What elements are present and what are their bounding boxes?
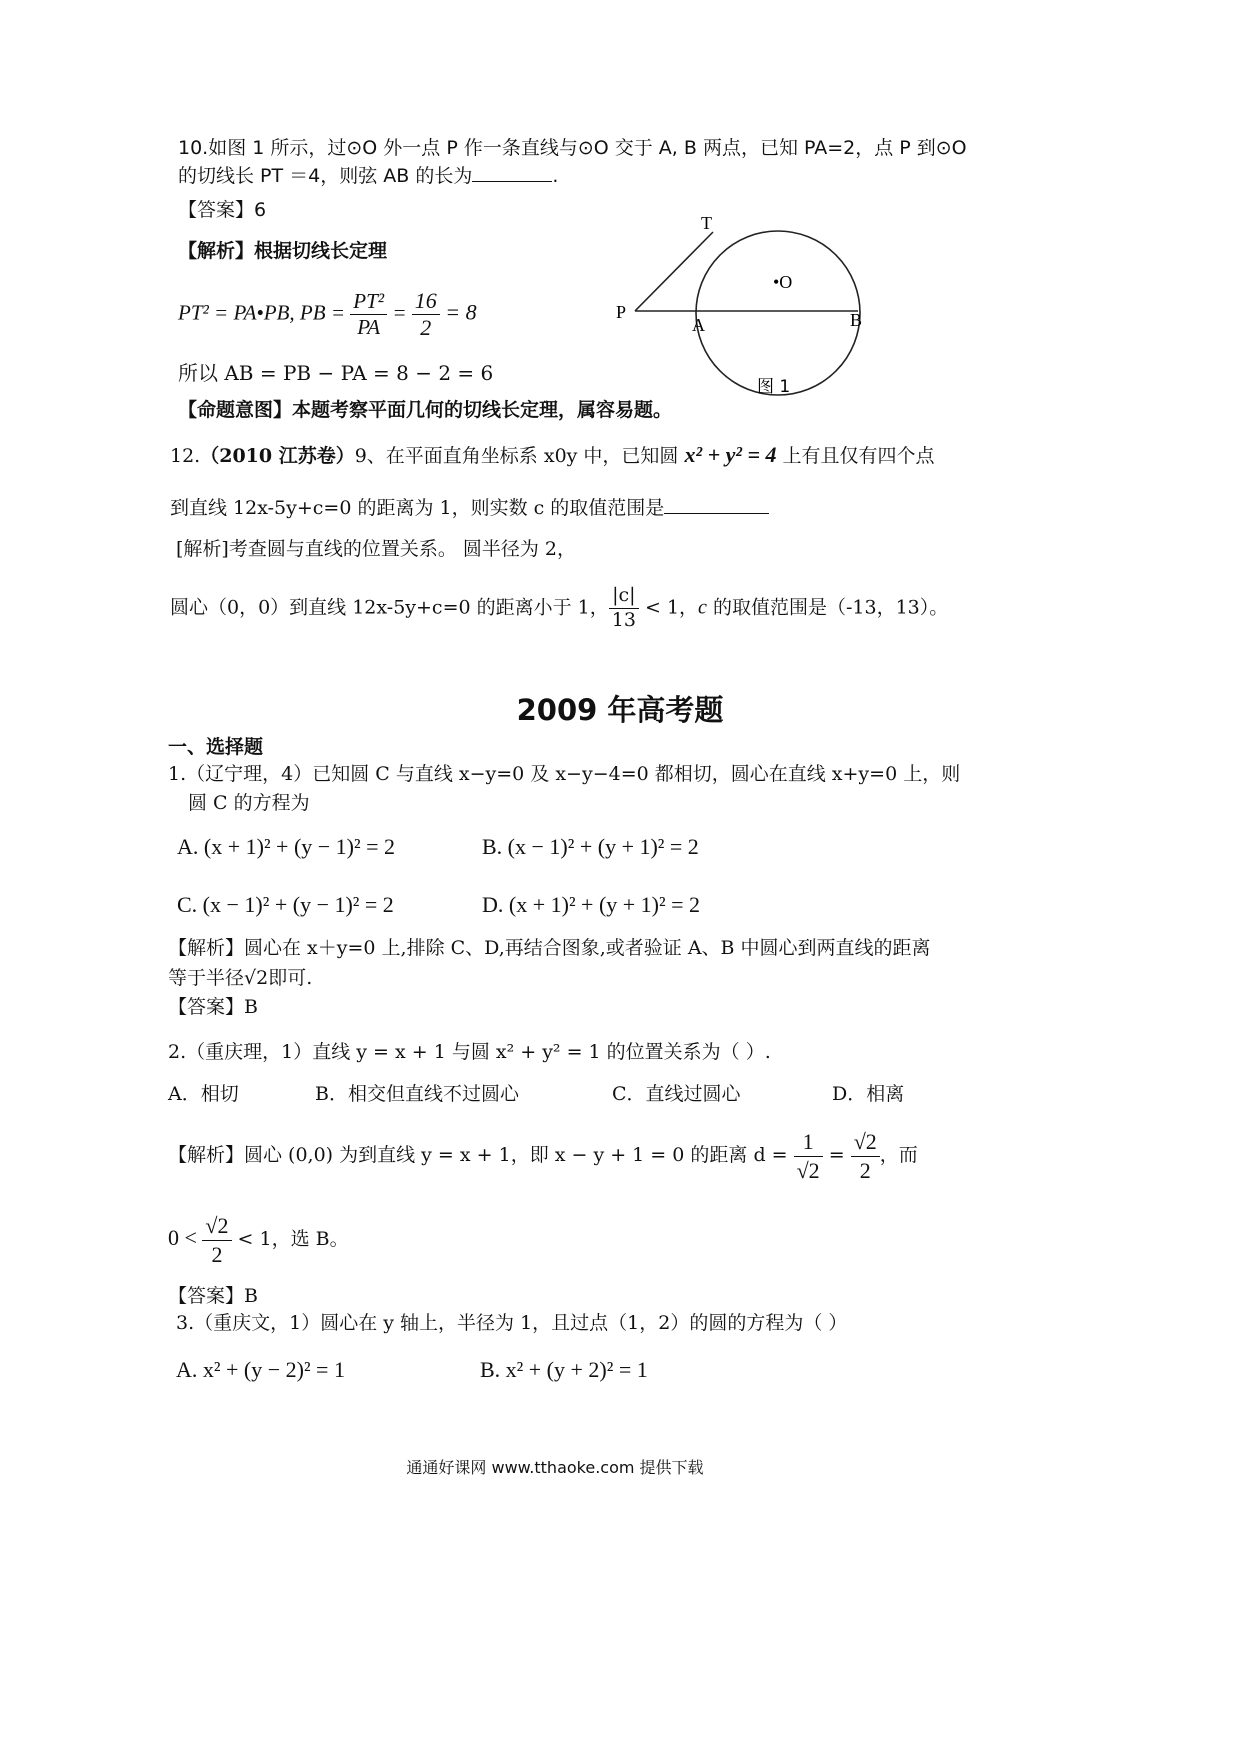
q12-prefix: 12.: [170, 445, 201, 467]
p2-line3-a: 0 <: [168, 1225, 203, 1250]
tangent-line: [635, 232, 713, 311]
p2-fraction-a: [794, 1128, 823, 1184]
figure-caption: 图 1: [757, 377, 791, 397]
p3-line1: 3.（重庆文，1）圆心在 y 轴上，半径为 1，且过点（1，2）的圆的方程为（ ）: [176, 1312, 848, 1334]
p2-option-b: B．相交但直线不过圆心: [315, 1083, 519, 1105]
q12-frac-den: 13: [611, 608, 636, 631]
answer-blank: [472, 163, 552, 182]
q12-line4-a: 圆心（0，0）到直线 12x-5y+c=0 的距离小于 1，: [170, 596, 609, 619]
formula1-start: PT² = PA•PB, PB =: [178, 300, 351, 325]
p3-option-b: B. x² + (y + 2)² = 1: [480, 1357, 648, 1382]
p1-analysis-line1: 【解析】圆心在 x＋y=0 上,排除 C、D,再结合图象,或者验证 A、B 中圆心到两直线的距离: [168, 937, 931, 959]
q12-line2: [170, 495, 769, 521]
q12-text: 9、在平面直角坐标系 x0y 中，已知圆: [354, 445, 685, 467]
q12-line1: [170, 441, 935, 469]
p1-option-b: B. (x − 1)² + (y + 1)² = 2: [482, 834, 699, 859]
formula1-end: = 8: [439, 299, 477, 325]
q10-line1: 10.如图 1 所示，过⊙O 外一点 P 作一条直线与⊙O 交于 A, B 两点，已知 PA=2，点 P 到⊙O: [178, 137, 967, 159]
label-b: B: [850, 310, 863, 330]
p1-analysis-line2: 等于半径√2即可.: [168, 967, 313, 989]
p2-frac2-num: √2: [851, 1128, 880, 1157]
p2-frac2-den: 2: [859, 1157, 871, 1183]
p2-option-d: D．相离: [832, 1083, 905, 1105]
p2-frac1-den: √2: [796, 1157, 820, 1183]
q12-line3: [解析]考查圆与直线的位置关系。 圆半径为 2，: [176, 538, 576, 560]
label-o: •O: [773, 272, 793, 292]
p2-frac3-num: √2: [202, 1212, 231, 1241]
formula1-frac1-num: PT²: [350, 289, 387, 315]
q12-line4-b: < 1，: [638, 596, 699, 619]
p2-line3: [168, 1212, 349, 1268]
q12-line4: [170, 584, 948, 633]
p2-analysis-a: 【解析】圆心 (0,0) 为到直线 y = x + 1，即 x − y + 1 = 0 的距离 d =: [168, 1144, 794, 1166]
p1-option-c: C. (x − 1)² + (y − 1)² = 2: [177, 892, 394, 917]
formula1-mid: =: [387, 300, 412, 325]
q10-line2-text: 的切线长 PT ＝4，则弦 AB 的长为: [178, 165, 473, 187]
section-subtitle: 一、选择题: [168, 736, 264, 758]
p2-line3-b: < 1，选 B。: [231, 1228, 349, 1250]
p3-option-a: A. x² + (y − 2)² = 1: [176, 1357, 345, 1382]
q12-line2-text: 到直线 12x-5y+c=0 的距离为 1，则实数 c 的取值范围是: [170, 497, 665, 519]
p2-answer: 【答案】B: [168, 1285, 258, 1307]
formula1-fraction-a: [350, 289, 387, 340]
q12-fraction: [609, 584, 639, 633]
q10-analysis: 【解析】根据切线长定理: [178, 240, 388, 262]
q12-line4-d: 的取值范围是（-13，13）。: [706, 596, 949, 619]
q10-formula1: [178, 288, 477, 341]
p1-answer: 【答案】B: [168, 996, 258, 1018]
q10-formula2: 所以 AB = PB − PA = 8 − 2 = 6: [178, 361, 494, 385]
q10-intent: 【命题意图】本题考察平面几何的切线长定理，属容易题。: [178, 399, 673, 421]
formula1-frac2-num: 16: [412, 288, 440, 315]
p2-option-a: A．相切: [168, 1083, 239, 1105]
p1-line2: 圆 C 的方程为: [188, 792, 310, 814]
section-title: 2009 年高考题: [516, 693, 724, 727]
footer-text: 通通好课网 www.tthaoke.com 提供下载: [406, 1458, 704, 1477]
p1-option-a: A. (x + 1)² + (y − 1)² = 2: [177, 834, 396, 859]
q12-frac-num: |c|: [609, 584, 639, 609]
circle-tangent-figure: [610, 205, 890, 405]
p2-analysis-end: ，而: [879, 1144, 918, 1166]
p1-line1: 1.（辽宁理，4）已知圆 C 与直线 x−y=0 及 x−y−4=0 都相切，圆心在直线 x+y=0 上，则: [168, 763, 961, 785]
q10-line2: [178, 163, 558, 189]
formula1-frac2-den: 2: [420, 315, 432, 340]
p2-analysis: [168, 1128, 918, 1184]
label-a: A: [692, 315, 705, 335]
p2-analysis-mid: =: [822, 1144, 851, 1166]
p2-frac1-num: 1: [794, 1128, 823, 1157]
p2-line1: 2.（重庆理，1）直线 y = x + 1 与圆 x² + y² = 1 的位置关系为（ ）.: [168, 1041, 771, 1063]
q10-answer: 【答案】6: [178, 199, 267, 221]
circle-o: [696, 231, 863, 395]
formula1-frac1-den: PA: [357, 315, 381, 339]
q12-line4-c: c: [698, 596, 707, 619]
q12-suffix: 上有且仅有四个点: [776, 445, 935, 467]
formula1-fraction-b: [412, 288, 440, 341]
q10-line2-end: .: [552, 165, 559, 187]
p2-option-c: C．直线过圆心: [612, 1083, 741, 1105]
q12-circle-equation: x² + y² = 4: [684, 442, 777, 467]
p2-fraction-c: [202, 1212, 231, 1268]
p2-fraction-b: [851, 1128, 880, 1184]
label-t: T: [701, 213, 712, 233]
q12-answer-blank: [664, 495, 769, 514]
p1-option-d: D. (x + 1)² + (y + 1)² = 2: [482, 892, 701, 917]
p2-frac3-den: 2: [211, 1241, 223, 1267]
q12-source: （2010 江苏卷）: [200, 445, 355, 467]
label-p: P: [616, 302, 627, 322]
